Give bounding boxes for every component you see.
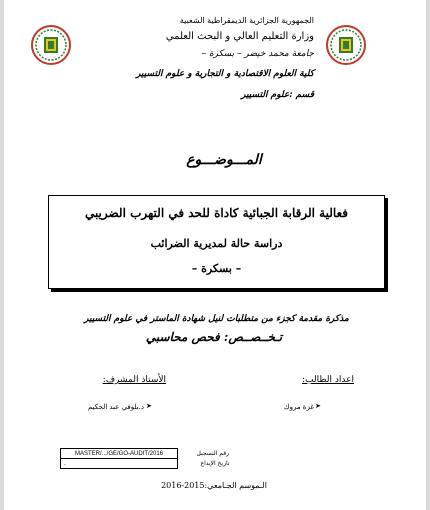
deposit-date-label: تاريخ الإيداع	[200, 460, 230, 467]
memo-line: مذكرة مقدمة كجزء من متطلبات لنيل شهادة الماستر في علوم التسيير	[84, 314, 349, 324]
faculty-line: كلية العلوم الاقتصادية و التجارية و علوم التسيير	[136, 69, 314, 79]
student-label: اعداد الطالب:	[302, 375, 354, 385]
supervisor-label: الأستاذ المشرف:	[102, 375, 166, 385]
ministry-line: وزارة التعليم العالي و البحث العلمي	[165, 31, 314, 42]
student-name: غزة مروك	[283, 403, 314, 411]
registry-number-value: MASTER/.../GE/GO-AUDIT/2016	[61, 449, 178, 459]
registry-table	[60, 448, 233, 469]
university-emblem-right	[325, 20, 367, 70]
department-line: قسم :علوم التسيير	[241, 90, 314, 100]
university-line: جامعة محمد خيضر – بسكرة –	[201, 49, 314, 59]
subject-heading: المـــوضـــوع	[186, 152, 262, 168]
republic-line: الجمهورية الجزائرية الديمقراطية الشعبية	[179, 16, 314, 25]
table-row	[61, 459, 233, 469]
registry-number-label: رقم التسجيل	[196, 450, 229, 457]
deposit-date-value: .	[61, 459, 178, 469]
case-study-line: دراسة حالة لمديرية الضرائب	[150, 237, 283, 250]
university-emblem-left	[30, 20, 72, 70]
academic-year: الـموسم الجـامعي:2015-2016	[161, 481, 267, 490]
city-line: – بسكرة –	[191, 262, 242, 275]
bullet-icon: ➤	[315, 402, 321, 410]
specialty-line: تـخــصــص: فحص محاسبي	[145, 330, 283, 344]
table-row	[61, 449, 233, 459]
bullet-icon: ➤	[146, 402, 152, 410]
thesis-title: فعالية الرقابة الجبائية كاداة للحد في التهرب الضريبي	[84, 206, 349, 220]
document-page	[4, 0, 426, 510]
supervisor-name: د.بلوفي عبد الحكيم	[87, 403, 144, 411]
thesis-title-box	[48, 195, 385, 289]
